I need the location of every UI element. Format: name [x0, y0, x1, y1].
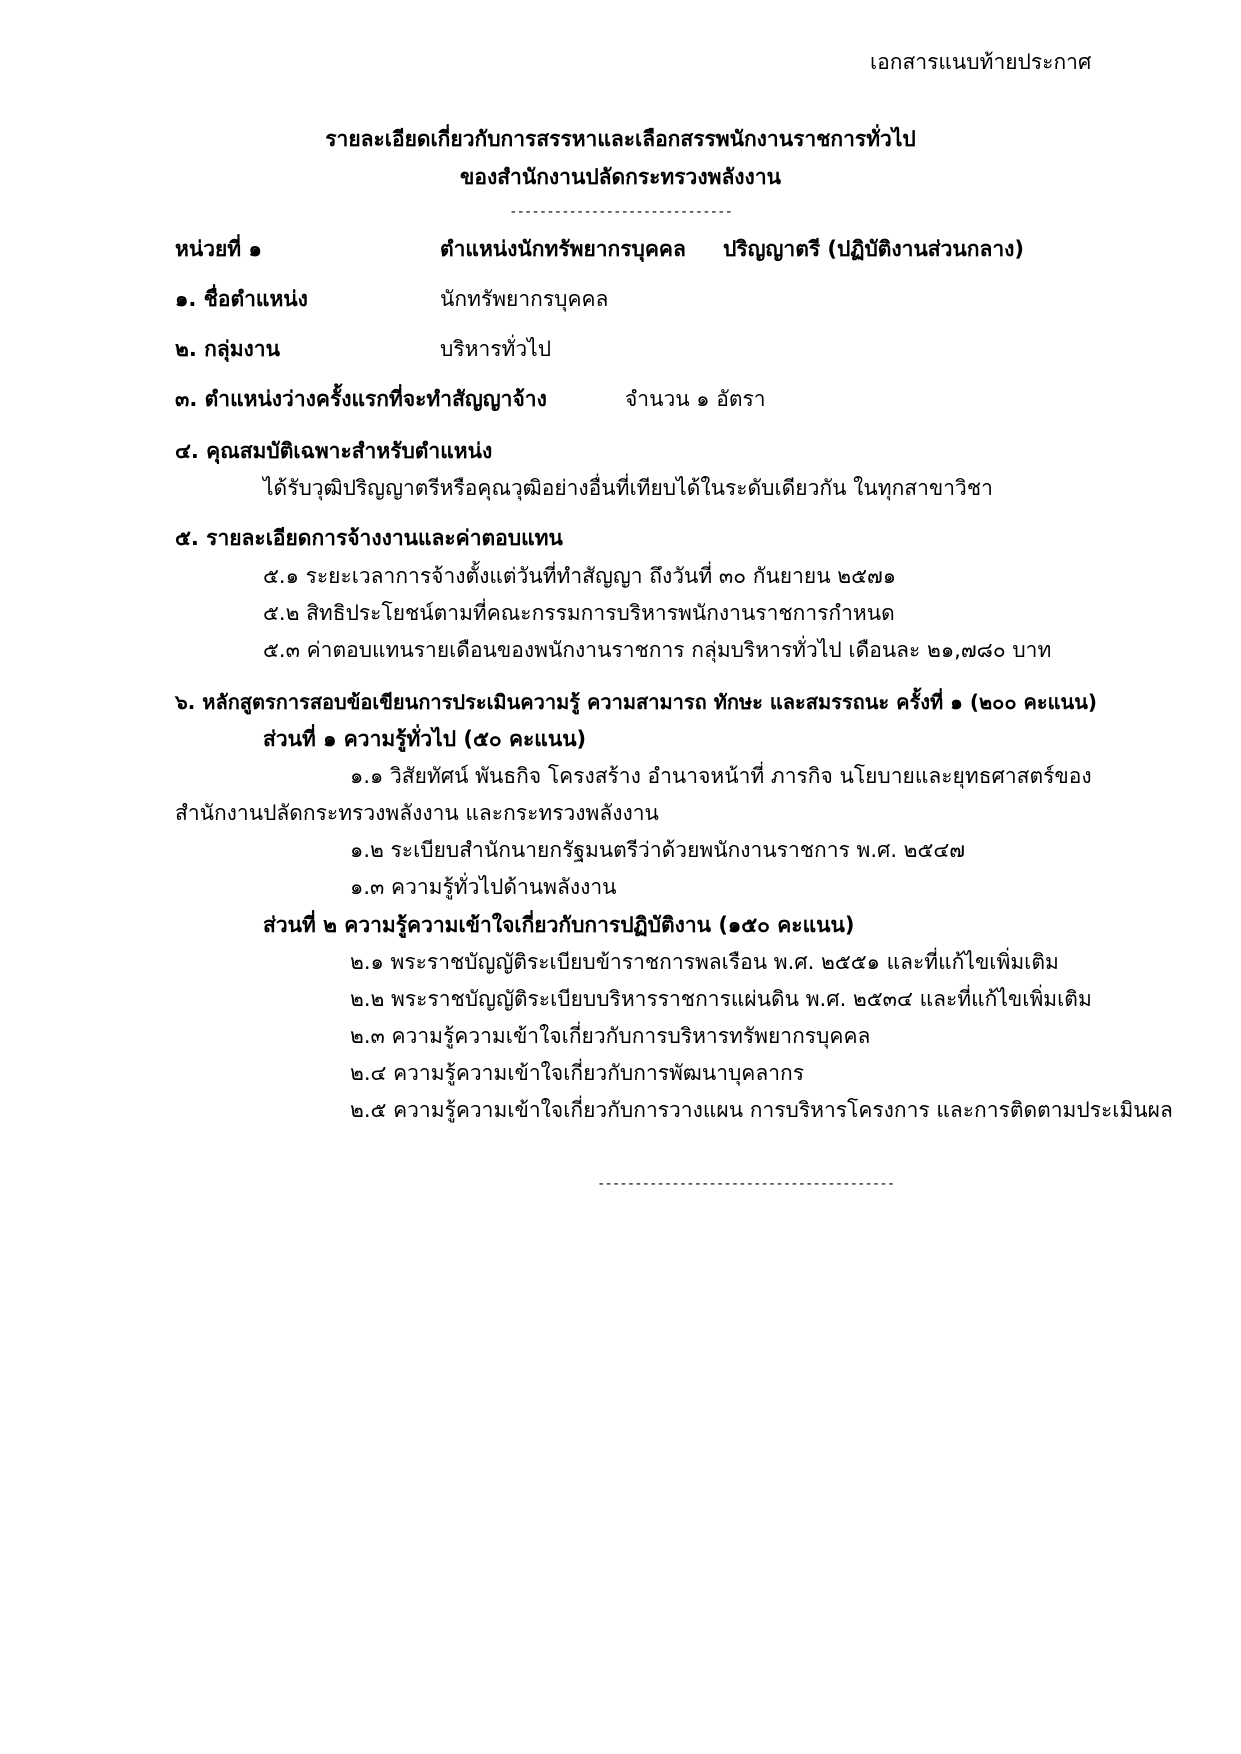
part1-item-1-line2: สำนักงานปลัดกระทรวงพลังงาน และกระทรวงพลังงาน [175, 801, 659, 825]
section-5-item: ๕.๑ ระยะเวลาการจ้างตั้งแต่วันที่ทำสัญญา ถึงวันที่ ๓๐ กันยายน ๒๕๗๑ [263, 564, 897, 588]
part2-item: ๒.๓ ความรู้ความเข้าใจเกี่ยวกับการบริหารทรัพยากรบุคคล [350, 1024, 871, 1048]
part2-item: ๒.๕ ความรู้ความเข้าใจเกี่ยวกับการวางแผน การบริหารโครงการ และการติดตามประเมินผล [350, 1098, 1173, 1122]
document-title-line1: รายละเอียดเกี่ยวกับการสรรหาและเลือกสรรพนักงานราชการทั่วไป [325, 127, 916, 151]
title-separator: ------------------------------ [509, 204, 732, 220]
part1-item-3: ๑.๓ ความรู้ทั่วไปด้านพลังงาน [350, 875, 617, 899]
section-6-label: ๖. หลักสูตรการสอบข้อเขียนการประเมินความรู้ ความสามารถ ทักษะ และสมรรถนะ ครั้งที่ ๑ (๒๐๐ คะแนน) [175, 690, 1098, 714]
part2-item: ๒.๔ ความรู้ความเข้าใจเกี่ยวกับการพัฒนาบุคลากร [350, 1061, 805, 1085]
section-2-value: บริหารทั่วไป [440, 337, 552, 361]
section-5-item: ๕.๒ สิทธิประโยชน์ตามที่คณะกรรมการบริหารพนักงานราชการกำหนด [263, 601, 895, 625]
attachment-note: เอกสารแนบท้ายประกาศ [870, 50, 1092, 74]
section-6-part2-label: ส่วนที่ ๒ ความรู้ความเข้าใจเกี่ยวกับการปฏิบัติงาน (๑๕๐ คะแนน) [263, 913, 855, 937]
unit-label: หน่วยที่ ๑ [175, 237, 262, 261]
section-4-label: ๔. คุณสมบัติเฉพาะสำหรับตำแหน่ง [175, 439, 493, 463]
section-1-value: นักทรัพยากรบุคคล [440, 287, 609, 311]
part2-item: ๒.๑ พระราชบัญญัติระเบียบข้าราชการพลเรือน พ.ศ. ๒๕๕๑ และที่แก้ไขเพิ่มเติม [350, 950, 1059, 974]
part2-item: ๒.๒ พระราชบัญญัติระเบียบบริหารราชการแผ่นดิน พ.ศ. ๒๕๓๔ และที่แก้ไขเพิ่มเติม [350, 987, 1092, 1011]
section-5-label: ๕. รายละเอียดการจ้างงานและค่าตอบแทน [175, 526, 563, 550]
section-1-label: ๑. ชื่อตำแหน่ง [175, 287, 308, 311]
section-3-value: จำนวน ๑ อัตรา [625, 387, 766, 411]
footer-separator: ---------------------------------------- [597, 1176, 895, 1192]
section-4-text: ได้รับวุฒิปริญญาตรีหรือคุณวุฒิอย่างอื่นที่เทียบได้ในระดับเดียวกัน ในทุกสาขาวิชา [263, 476, 993, 500]
section-3-label: ๓. ตำแหน่งว่างครั้งแรกที่จะทำสัญญาจ้าง [175, 387, 547, 411]
part1-item-1-line1: ๑.๑ วิสัยทัศน์ พันธกิจ โครงสร้าง อำนาจหน้าที่ ภารกิจ นโยบายและยุทธศาสตร์ของ [350, 764, 1092, 788]
section-2-label: ๒. กลุ่มงาน [175, 337, 280, 361]
section-6-part1-label: ส่วนที่ ๑ ความรู้ทั่วไป (๕๐ คะแนน) [263, 727, 587, 751]
unit-qualification: ปริญญาตรี (ปฏิบัติงานส่วนกลาง) [723, 237, 1025, 261]
section-5-item: ๕.๓ ค่าตอบแทนรายเดือนของพนักงานราชการ กลุ่มบริหารทั่วไป เดือนละ ๒๑,๗๘๐ บาท [263, 638, 1052, 662]
part1-item-2: ๑.๒ ระเบียบสำนักนายกรัฐมนตรีว่าด้วยพนักงานราชการ พ.ศ. ๒๕๔๗ [350, 838, 966, 862]
unit-position: ตำแหน่งนักทรัพยากรบุคคล [440, 237, 686, 261]
document-title-line2: ของสำนักงานปลัดกระทรวงพลังงาน [460, 165, 781, 189]
